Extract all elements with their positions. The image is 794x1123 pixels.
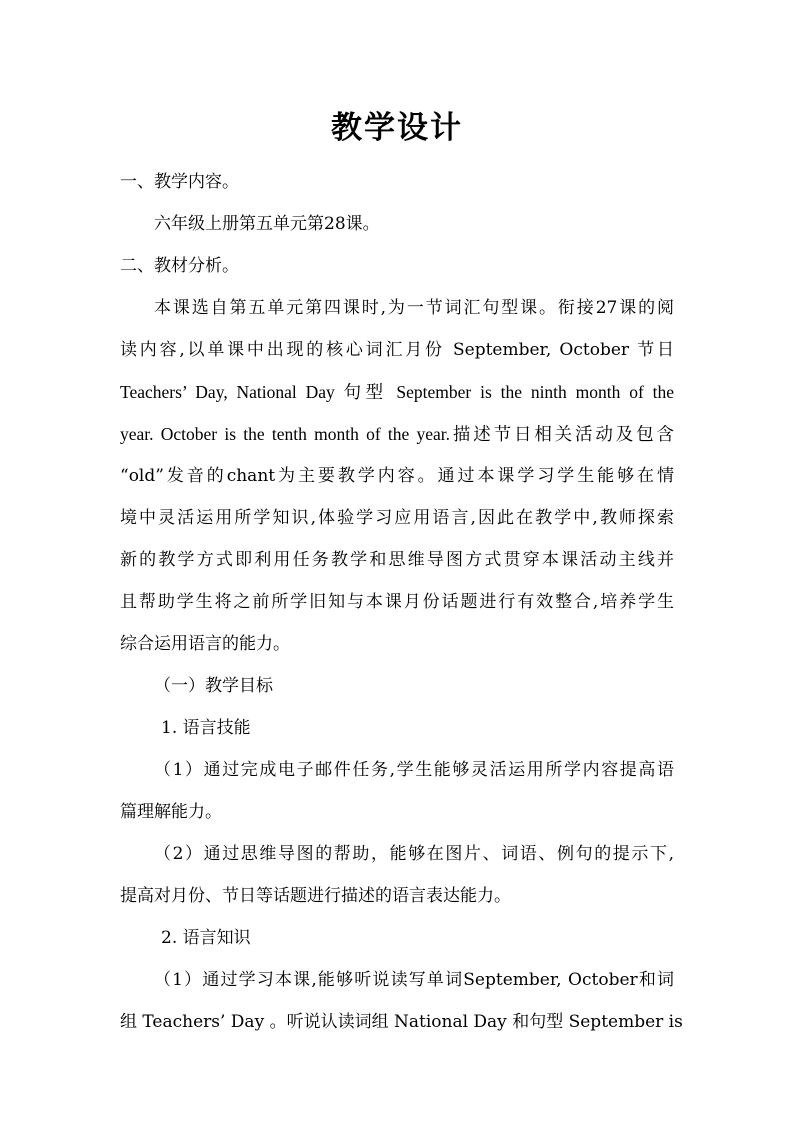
paragraph-line: 境中灵活运用所学知识,体验学习应用语言,因此在教学中,教师探索 xyxy=(120,508,674,528)
paragraph-line: 提高对月份、节日等话题进行描述的语言表达能力。 xyxy=(120,886,511,906)
section-heading-analysis: 二、教材分析。 xyxy=(120,256,239,276)
subheading-language-knowledge: 2. 语言知识 xyxy=(161,928,251,948)
subheading-language-skills: 1. 语言技能 xyxy=(161,718,251,738)
paragraph-line: （2）通过思维导图的帮助，能够在图片、词语、例句的提示下, xyxy=(154,844,674,864)
paragraph-line: （1）通过学习本课,能够听说读写单词September, October和词 xyxy=(154,970,674,990)
paragraph-line: 读内容,以单课中出现的核心词汇月份 September, October 节日 xyxy=(120,340,674,360)
paragraph-line: 组 Teachers’ Day 。听说认读词组 National Day 和句型 September is xyxy=(120,1012,683,1032)
content-text: 六年级上册第五单元第28课。 xyxy=(154,214,380,234)
subheading-objectives: （一）教学目标 xyxy=(154,676,273,696)
paragraph-line: 新的教学方式即利用任务教学和思维导图方式贯穿本课活动主线并 xyxy=(120,550,674,570)
section-heading-content: 一、教学内容。 xyxy=(120,172,239,192)
paragraph-line: year. October is the tenth month of the year.描述节日相关活动及包含 xyxy=(120,424,674,444)
paragraph-line: 篇理解能力。 xyxy=(120,802,222,822)
paragraph-line: （1）通过完成电子邮件任务,学生能够灵活运用所学内容提高语 xyxy=(154,760,674,780)
document-title: 教学设计 xyxy=(331,110,463,146)
paragraph-line: Teachers’ Day, National Day 句型 September is the ninth month of the xyxy=(120,382,674,402)
paragraph-line: 综合运用语言的能力。 xyxy=(120,634,290,654)
paragraph-line: 且帮助学生将之前所学旧知与本课月份话题进行有效整合,培养学生 xyxy=(120,592,674,612)
paragraph-line: “old”发音的chant为主要教学内容。通过本课学习学生能够在情 xyxy=(120,466,674,486)
paragraph-line: 本课选自第五单元第四课时,为一节词汇句型课。衔接27课的阅 xyxy=(154,298,674,318)
